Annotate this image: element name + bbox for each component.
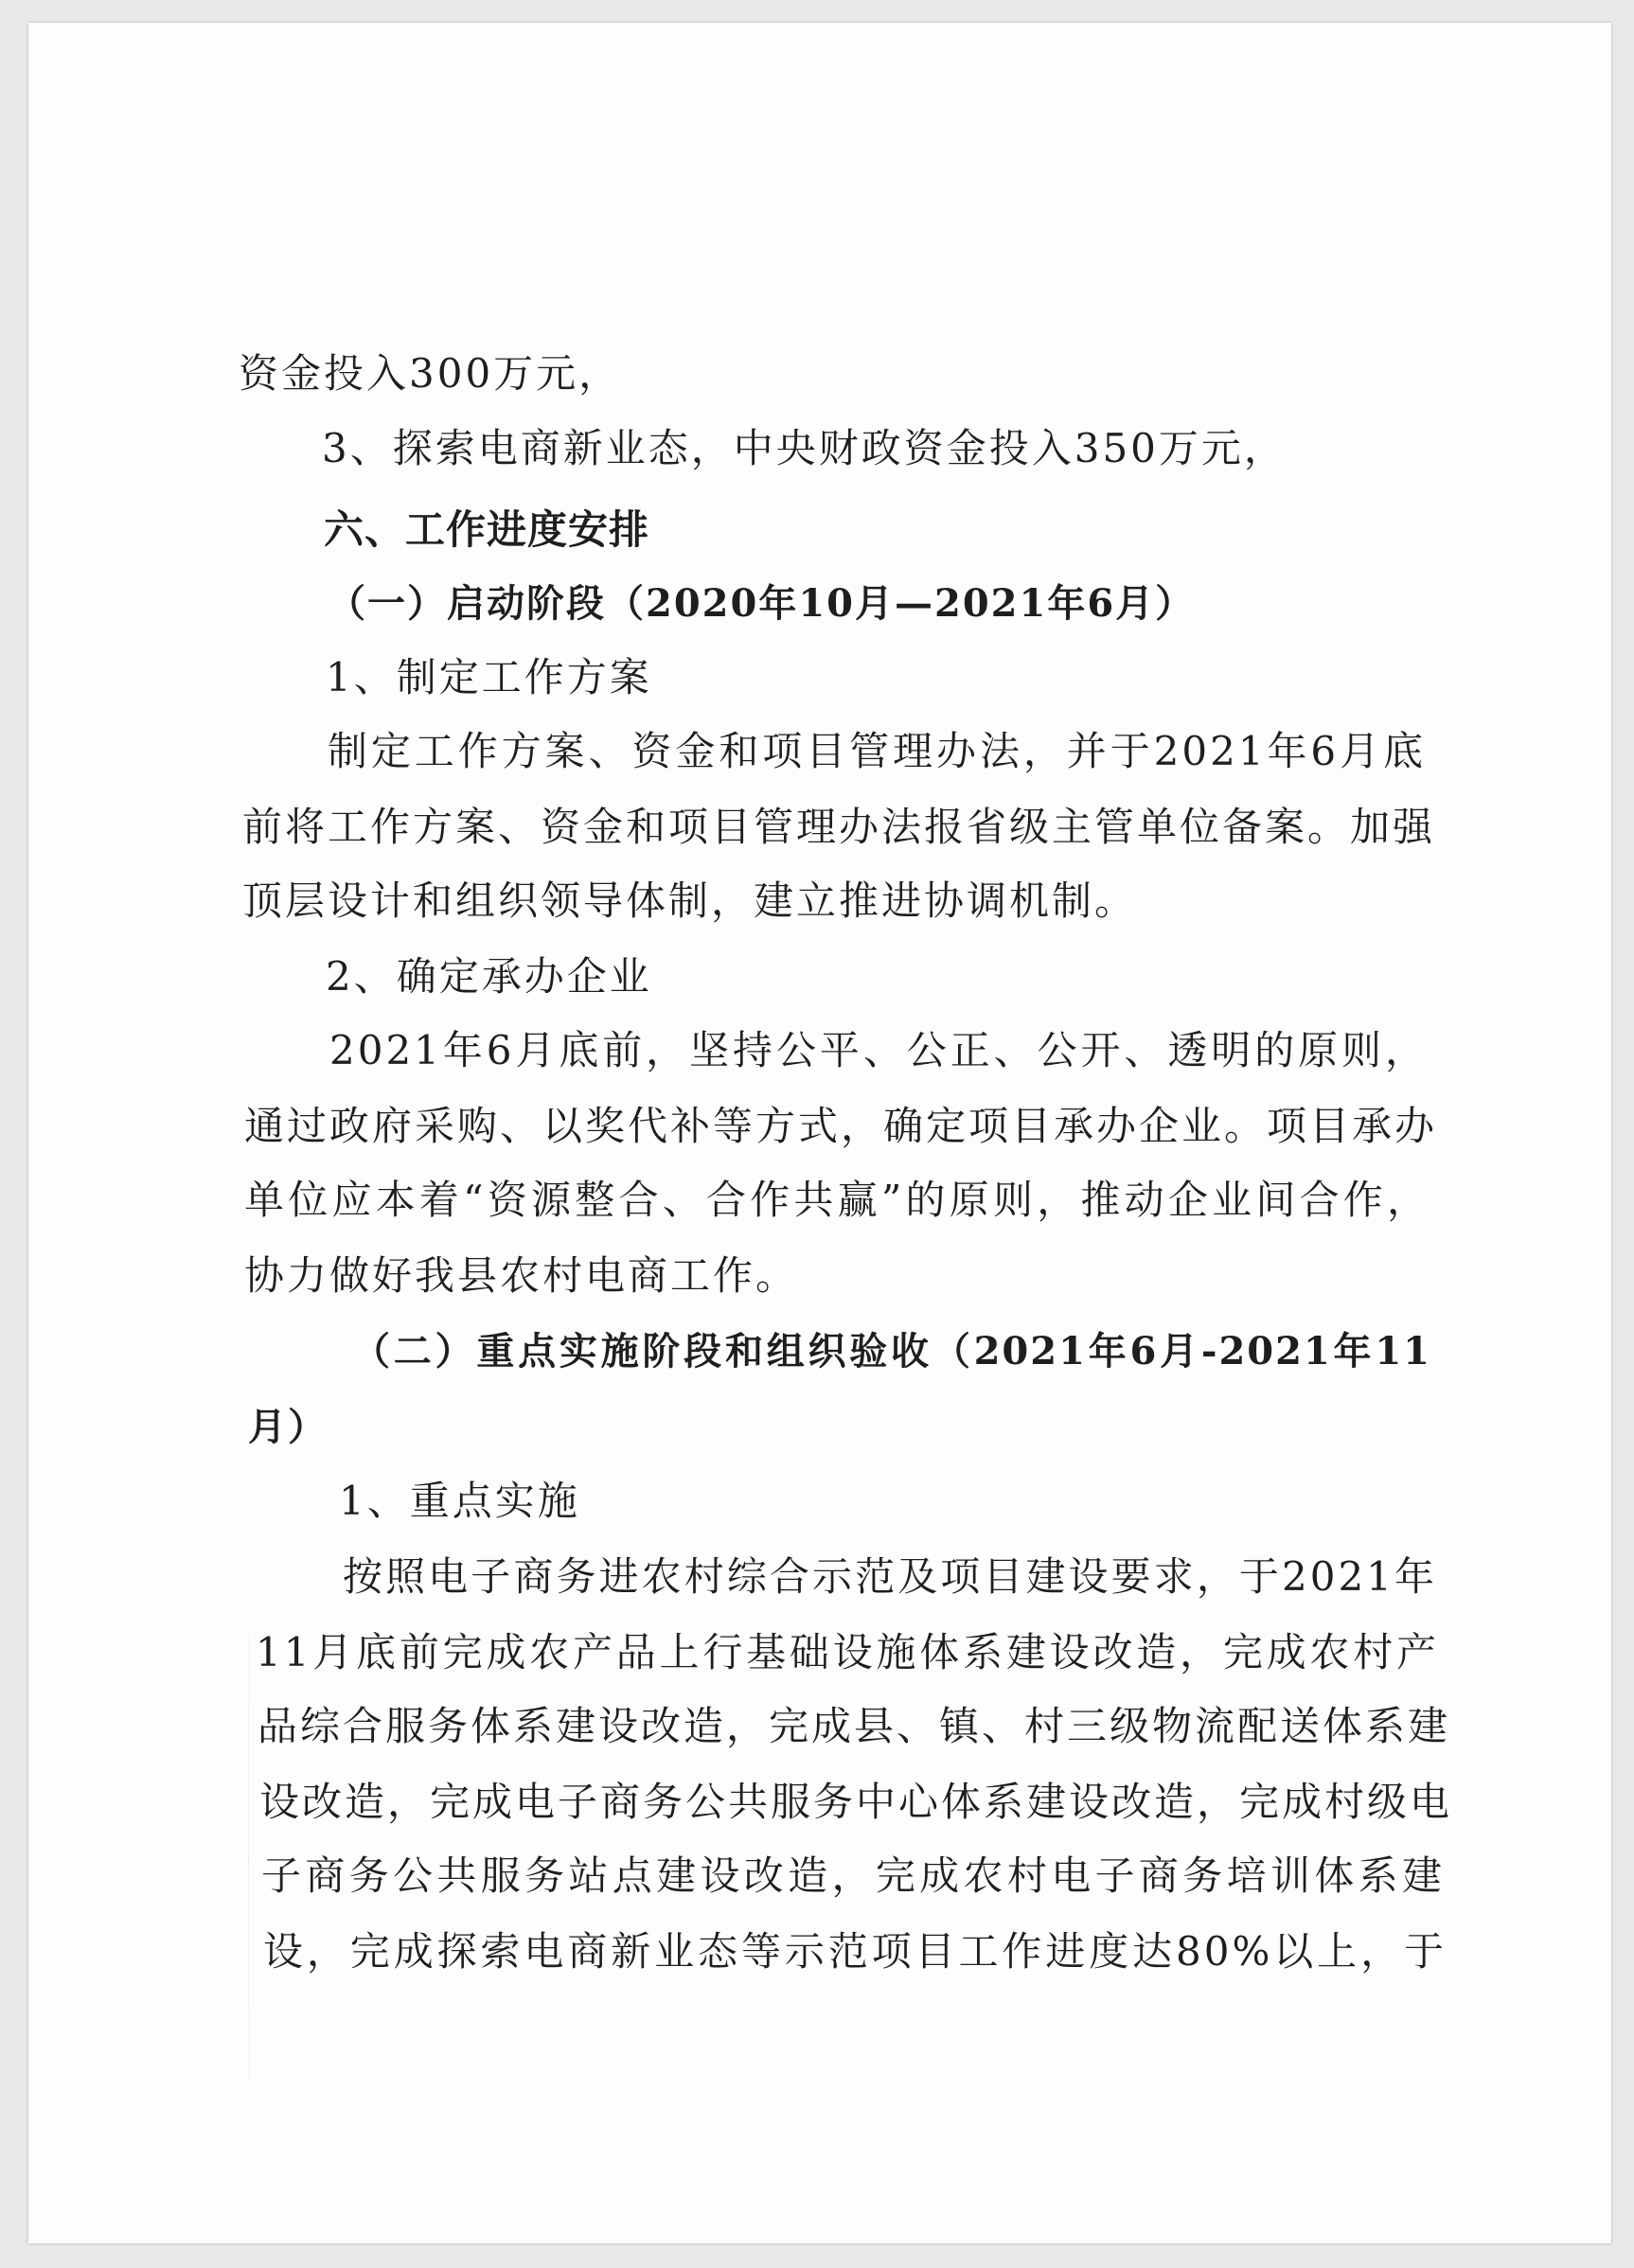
paragraph-line-11: 11月底前完成农产品上行基础设施体系建设改造，完成农村产 xyxy=(256,1629,1439,1675)
paragraph-line-14: 子商务公共服务站点建设改造，完成农村电子商务培训体系建 xyxy=(261,1852,1445,1899)
item-heading-1: 1、制定工作方案 xyxy=(326,654,652,700)
paragraph-line-8: 单位应本着“资源整合、合作共赢”的原则，推动企业间合作， xyxy=(244,1177,1430,1223)
paragraph-line-2: 3、探索电商新业态，中央财政资金投入350万元， xyxy=(322,425,1287,471)
paragraph-line-1: 资金投入300万元， xyxy=(239,350,622,397)
subsection-heading-2-cont: 月） xyxy=(248,1405,328,1449)
paragraph-line-15: 设，完成探索电商新业态等示范项目工作进度达80%以上，于 xyxy=(263,1928,1447,1975)
paragraph-line-9: 协力做好我县农村电商工作。 xyxy=(244,1252,799,1299)
subsection-heading-1: （一）启动阶段（2020年10月—2021年6月） xyxy=(328,581,1196,626)
scan-artifact-line xyxy=(248,1537,249,2181)
paragraph-line-13: 设改造，完成电子商务公共服务中心体系建设改造，完成村级电 xyxy=(259,1779,1453,1825)
item-heading-2: 2、确定承办企业 xyxy=(326,953,652,1000)
paragraph-line-12: 品综合服务体系建设改造，完成县、镇、村三级物流配送体系建 xyxy=(258,1703,1451,1749)
paragraph-line-6: 2021年6月底前，坚持公平、公正、公开、透明的原则， xyxy=(329,1027,1428,1073)
paragraph-line-4: 前将工作方案、资金和项目管理办法报省级主管单位备案。加强 xyxy=(242,804,1436,850)
item-heading-3: 1、重点实施 xyxy=(339,1478,580,1524)
paragraph-line-5: 顶层设计和组织领导体制，建立推进协调机制。 xyxy=(242,877,1138,924)
paragraph-line-3: 制定工作方案、资金和项目管理办法，并于2021年6月底 xyxy=(328,728,1426,774)
paragraph-line-7: 通过政府采购、以奖代补等方式，确定项目承办企业。项目承办 xyxy=(244,1103,1438,1149)
section-heading-6: 六、工作进度安排 xyxy=(324,506,650,553)
paragraph-line-10: 按照电子商务进农村综合示范及项目建设要求，于2021年 xyxy=(343,1553,1437,1600)
document-page xyxy=(28,23,1611,2243)
subsection-heading-2: （二）重点实施阶段和组织验收（2021年6月-2021年11 xyxy=(352,1329,1431,1373)
